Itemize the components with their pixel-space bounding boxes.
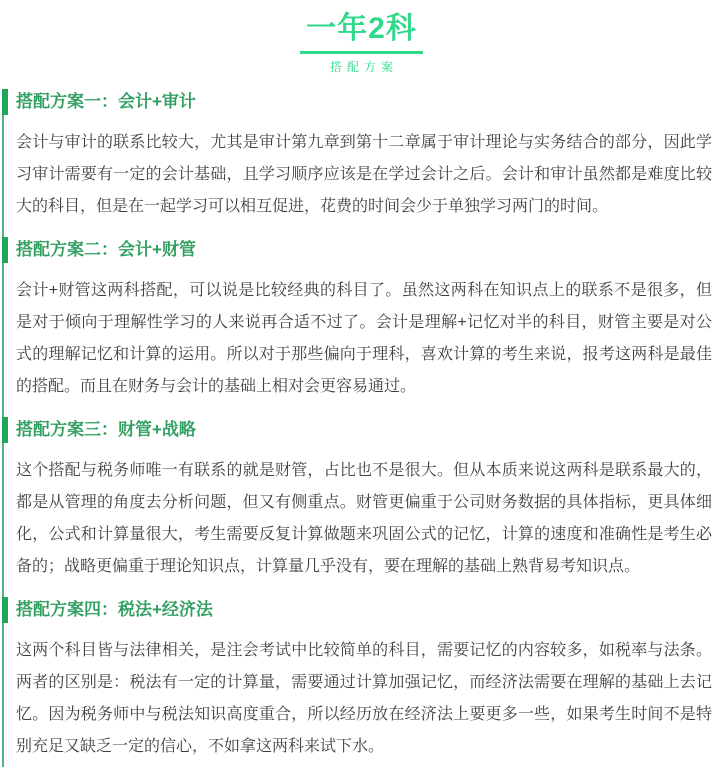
section-heading: 搭配方案三：财管+战略 xyxy=(2,417,723,443)
page-title: 一年2科 xyxy=(300,12,423,54)
section-paragraph: 会计+财管这两科搭配，可以说是比较经典的科目了。虽然这两科在知识点上的联系不是很多，但是对于倾向于理解性学习的人来说再合适不过了。会计是理解+记忆对半的科目，财管主要是对公式的理解记忆和计算的运用。所以对于那些偏向于理科，喜欢计算的考生来说，报考这两科是最佳的搭配。而且在财务与会计的基础上相对会更容易通过。 xyxy=(16,282,712,395)
section-heading: 搭配方案一：会计+审计 xyxy=(2,89,723,115)
section-plan-4 xyxy=(4,597,723,763)
sections-container xyxy=(2,89,723,767)
section-plan-3 xyxy=(4,417,723,583)
page-subtitle: 搭配方案 xyxy=(329,60,398,74)
section-plan-1 xyxy=(4,89,723,223)
section-heading: 搭配方案四：税法+经济法 xyxy=(2,597,723,623)
title-block xyxy=(0,12,723,75)
section-paragraph: 这两个科目皆与法律相关，是注会考试中比较简单的科目，需要记忆的内容较多，如税率与法条。两者的区别是：税法有一定的计算量，需要通过计算加强记忆，而经济法需要在理解的基础上去记忆。因为税务师中与税法知识高度重合，所以经历放在经济法上要更多一些，如果考生时间不是特别充足又缺乏一定的信心，不如拿这两科来试下水。 xyxy=(16,642,712,755)
section-plan-2 xyxy=(4,237,723,403)
section-paragraph: 这个搭配与税务师唯一有联系的就是财管，占比也不是很大。但从本质来说这两科是联系最大的，都是从管理的角度去分析问题，但又有侧重点。财管更偏重于公司财务数据的具体指标，更具体细化，公式和计算量很大，考生需要反复计算做题来巩固公式的记忆，计算的速度和准确性是考生必备的；战略更偏重于理论知识点，计算量几乎没有，要在理解的基础上熟背易考知识点。 xyxy=(16,462,712,575)
section-paragraph: 会计与审计的联系比较大，尤其是审计第九章到第十二章属于审计理论与实务结合的部分，因此学习审计需要有一定的会计基础，且学习顺序应该是在学过会计之后。会计和审计虽然都是难度比较大的科目，但是在一起学习可以相互促进，花费的时间会少于单独学习两门的时间。 xyxy=(16,134,712,215)
section-heading: 搭配方案二：会计+财管 xyxy=(2,237,723,263)
